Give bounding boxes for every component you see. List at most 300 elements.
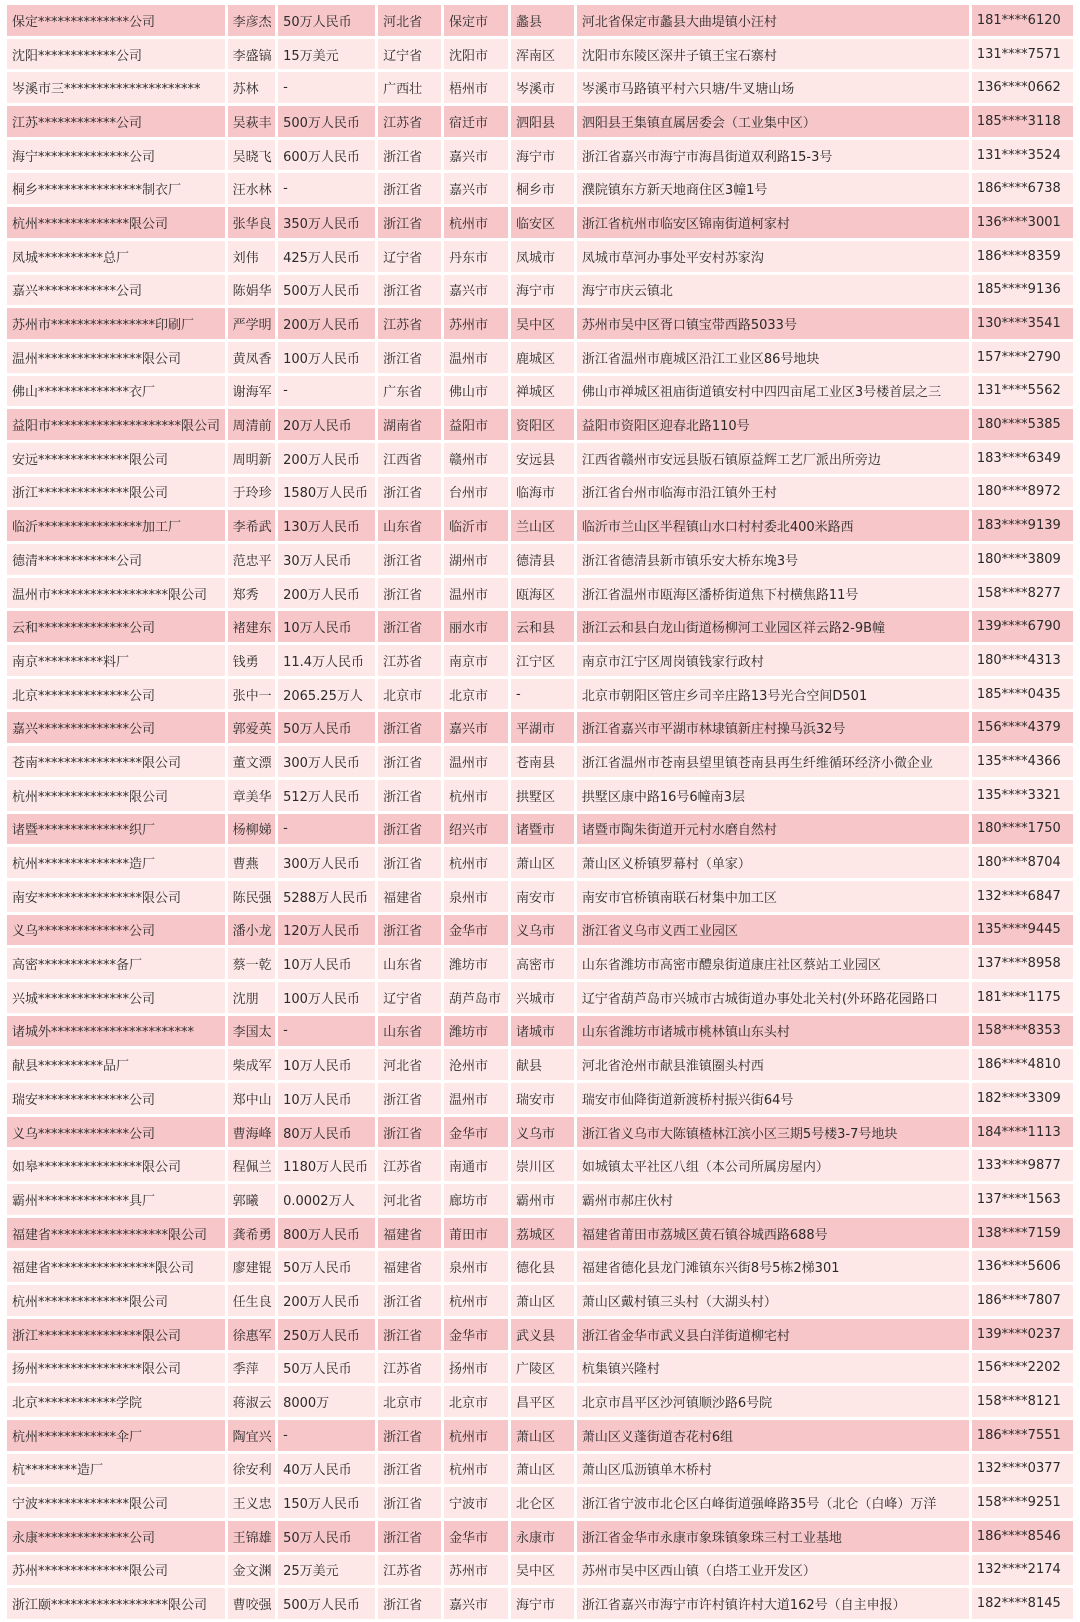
company-name-cell: 永康**************公司: [7, 1521, 225, 1552]
registered-capital-cell: 250万人民币: [278, 1319, 375, 1350]
phone-cell: 130****3541: [972, 308, 1073, 339]
legal-person-cell: 徐安利: [228, 1454, 275, 1485]
registered-capital-cell: 200万人民币: [278, 308, 375, 339]
table-row: [7, 1353, 1073, 1384]
company-name-cell: 北京**************公司: [7, 679, 225, 710]
province-cell: 浙江省: [378, 544, 441, 575]
company-name-cell: 杭州************伞厂: [7, 1420, 225, 1451]
city-cell: 金华市: [444, 1319, 508, 1350]
registered-capital-cell: 100万人民币: [278, 342, 375, 373]
legal-person-cell: 章美华: [228, 780, 275, 811]
registered-capital-cell: 25万美元: [278, 1555, 375, 1586]
address-cell: 临沂市兰山区半程镇山水口村村委北400米路西: [577, 510, 969, 541]
district-cell: 高密市: [511, 948, 574, 979]
registered-capital-cell: 300万人民币: [278, 746, 375, 777]
company-name-cell: 沈阳************公司: [7, 39, 225, 70]
district-cell: 义乌市: [511, 1117, 574, 1148]
registered-capital-cell: 2065.25万人: [278, 679, 375, 710]
phone-cell: 186****8359: [972, 241, 1073, 272]
legal-person-cell: 周清前: [228, 409, 275, 440]
province-cell: 河北省: [378, 1184, 441, 1215]
province-cell: 浙江省: [378, 1420, 441, 1451]
address-cell: 如城镇太平社区八组（本公司所属房屋内）: [577, 1150, 969, 1181]
phone-cell: 156****4379: [972, 712, 1073, 743]
province-cell: 浙江省: [378, 140, 441, 171]
table-row: [7, 611, 1073, 642]
table-row: [7, 510, 1073, 541]
district-cell: 吴中区: [511, 308, 574, 339]
company-name-cell: 杭********造厂: [7, 1454, 225, 1485]
province-cell: 福建省: [378, 1218, 441, 1249]
district-cell: 江宁区: [511, 645, 574, 676]
table-body: [7, 5, 1073, 1619]
phone-cell: 185****0435: [972, 679, 1073, 710]
registered-capital-cell: -: [278, 376, 375, 407]
address-cell: 山东省潍坊市诸城市桃林镇山东头村: [577, 1016, 969, 1047]
phone-cell: 137****1563: [972, 1184, 1073, 1215]
district-cell: 义乌市: [511, 915, 574, 946]
legal-person-cell: 柴成军: [228, 1049, 275, 1080]
registered-capital-cell: -: [278, 1016, 375, 1047]
legal-person-cell: 黄凤香: [228, 342, 275, 373]
province-cell: 北京市: [378, 1386, 441, 1417]
legal-person-cell: 刘伟: [228, 241, 275, 272]
table-row: [7, 477, 1073, 508]
phone-cell: 182****8145: [972, 1588, 1073, 1619]
legal-person-cell: 陶宜兴: [228, 1420, 275, 1451]
city-cell: 杭州市: [444, 780, 508, 811]
city-cell: 温州市: [444, 342, 508, 373]
registered-capital-cell: 8000万: [278, 1386, 375, 1417]
city-cell: 临沂市: [444, 510, 508, 541]
province-cell: 浙江省: [378, 275, 441, 306]
address-cell: 佛山市禅城区祖庙街道镇安村中四四亩尾工业区3号楼首层之三: [577, 376, 969, 407]
table-row: [7, 376, 1073, 407]
registered-capital-cell: 200万人民币: [278, 578, 375, 609]
province-cell: 浙江省: [378, 1588, 441, 1619]
table-row: [7, 72, 1073, 103]
legal-person-cell: 蒋淑云: [228, 1386, 275, 1417]
company-name-cell: 杭州**************造厂: [7, 847, 225, 878]
phone-cell: 131****3524: [972, 140, 1073, 171]
legal-person-cell: 龚希勇: [228, 1218, 275, 1249]
phone-cell: 136****0662: [972, 72, 1073, 103]
city-cell: 杭州市: [444, 207, 508, 238]
district-cell: 永康市: [511, 1521, 574, 1552]
registered-capital-cell: 50万人民币: [278, 1251, 375, 1282]
legal-person-cell: 郭曦: [228, 1184, 275, 1215]
legal-person-cell: 李盛镐: [228, 39, 275, 70]
district-cell: 萧山区: [511, 847, 574, 878]
table-row: [7, 5, 1073, 36]
district-cell: 献县: [511, 1049, 574, 1080]
district-cell: 兴城市: [511, 982, 574, 1013]
phone-cell: 181****1175: [972, 982, 1073, 1013]
phone-cell: 184****1113: [972, 1117, 1073, 1148]
company-name-cell: 温州****************限公司: [7, 342, 225, 373]
phone-cell: 138****7159: [972, 1218, 1073, 1249]
legal-person-cell: 郭爱英: [228, 712, 275, 743]
legal-person-cell: 蔡一乾: [228, 948, 275, 979]
legal-person-cell: 潘小龙: [228, 915, 275, 946]
province-cell: 浙江省: [378, 1319, 441, 1350]
company-name-cell: 义乌**************公司: [7, 915, 225, 946]
city-cell: 嘉兴市: [444, 275, 508, 306]
province-cell: 山东省: [378, 510, 441, 541]
phone-cell: 139****0237: [972, 1319, 1073, 1350]
district-cell: 平湖市: [511, 712, 574, 743]
province-cell: 江苏省: [378, 1555, 441, 1586]
table-row: [7, 1117, 1073, 1148]
province-cell: 浙江省: [378, 814, 441, 845]
province-cell: 湖南省: [378, 409, 441, 440]
phone-cell: 158****8353: [972, 1016, 1073, 1047]
phone-cell: 186****8546: [972, 1521, 1073, 1552]
table-row: [7, 443, 1073, 474]
phone-cell: 158****8277: [972, 578, 1073, 609]
legal-person-cell: 郑秀: [228, 578, 275, 609]
phone-cell: 135****3321: [972, 780, 1073, 811]
address-cell: 霸州市郝庄伙村: [577, 1184, 969, 1215]
phone-cell: 185****3118: [972, 106, 1073, 137]
city-cell: 嘉兴市: [444, 712, 508, 743]
address-cell: 浙江省台州市临海市沿江镇外王村: [577, 477, 969, 508]
company-name-cell: 北京************学院: [7, 1386, 225, 1417]
phone-cell: 186****4810: [972, 1049, 1073, 1080]
city-cell: 潍坊市: [444, 1016, 508, 1047]
district-cell: 北仑区: [511, 1487, 574, 1518]
district-cell: 桐乡市: [511, 173, 574, 204]
company-name-cell: 如皋****************限公司: [7, 1150, 225, 1181]
registered-capital-cell: 1180万人民币: [278, 1150, 375, 1181]
phone-cell: 180****8704: [972, 847, 1073, 878]
province-cell: 广东省: [378, 376, 441, 407]
address-cell: 浙江省温州市瓯海区潘桥街道焦下村横焦路11号: [577, 578, 969, 609]
registered-capital-cell: 50万人民币: [278, 1521, 375, 1552]
table-row: [7, 1555, 1073, 1586]
district-cell: 武义县: [511, 1319, 574, 1350]
company-name-cell: 兴城**************公司: [7, 982, 225, 1013]
district-cell: 南安市: [511, 881, 574, 912]
table-row: [7, 847, 1073, 878]
company-name-cell: 诸城外**********************: [7, 1016, 225, 1047]
company-name-cell: 云和**************公司: [7, 611, 225, 642]
city-cell: 苏州市: [444, 1555, 508, 1586]
city-cell: 佛山市: [444, 376, 508, 407]
phone-cell: 156****2202: [972, 1353, 1073, 1384]
district-cell: 兰山区: [511, 510, 574, 541]
legal-person-cell: 于玲珍: [228, 477, 275, 508]
table-row: [7, 140, 1073, 171]
company-name-cell: 高密************备厂: [7, 948, 225, 979]
phone-cell: 157****2790: [972, 342, 1073, 373]
phone-cell: 180****8972: [972, 477, 1073, 508]
city-cell: 莆田市: [444, 1218, 508, 1249]
table-row: [7, 275, 1073, 306]
company-name-cell: 佛山**************衣厂: [7, 376, 225, 407]
legal-person-cell: 任生良: [228, 1285, 275, 1316]
province-cell: 浙江省: [378, 207, 441, 238]
registered-capital-cell: 5288万人民币: [278, 881, 375, 912]
table-row: [7, 342, 1073, 373]
address-cell: 河北省保定市蠡县大曲堤镇小汪村: [577, 5, 969, 36]
company-name-cell: 临沂****************加工厂: [7, 510, 225, 541]
records-table-container: [4, 2, 1076, 1618]
legal-person-cell: 陈娟华: [228, 275, 275, 306]
city-cell: 赣州市: [444, 443, 508, 474]
district-cell: 诸暨市: [511, 814, 574, 845]
table-row: [7, 679, 1073, 710]
address-cell: 浙江省温州市苍南县望里镇苍南县再生纤维循环经济小微企业: [577, 746, 969, 777]
phone-cell: 133****9877: [972, 1150, 1073, 1181]
district-cell: 萧山区: [511, 1420, 574, 1451]
city-cell: 嘉兴市: [444, 173, 508, 204]
company-name-cell: 江苏************公司: [7, 106, 225, 137]
registered-capital-cell: 150万人民币: [278, 1487, 375, 1518]
address-cell: 萧山区义蓬街道杏花村6组: [577, 1420, 969, 1451]
address-cell: 浙江省金华市武义县白洋街道柳宅村: [577, 1319, 969, 1350]
registered-capital-cell: 10万人民币: [278, 1049, 375, 1080]
address-cell: 浙江云和县白龙山街道杨柳河工业园区祥云路2-9B幢: [577, 611, 969, 642]
company-name-cell: 瑞安**************公司: [7, 1083, 225, 1114]
address-cell: 浙江省嘉兴市海宁市海昌街道双利路15-3号: [577, 140, 969, 171]
registered-capital-cell: 130万人民币: [278, 510, 375, 541]
district-cell: 禅城区: [511, 376, 574, 407]
city-cell: 泉州市: [444, 881, 508, 912]
district-cell: 昌平区: [511, 1386, 574, 1417]
province-cell: 辽宁省: [378, 39, 441, 70]
registered-capital-cell: -: [278, 814, 375, 845]
registered-capital-cell: 100万人民币: [278, 982, 375, 1013]
registered-capital-cell: 20万人民币: [278, 409, 375, 440]
address-cell: 浙江省杭州市临安区锦南街道柯家村: [577, 207, 969, 238]
legal-person-cell: 曹燕: [228, 847, 275, 878]
legal-person-cell: 张中一: [228, 679, 275, 710]
company-name-cell: 杭州**************限公司: [7, 1285, 225, 1316]
legal-person-cell: 李希武: [228, 510, 275, 541]
legal-person-cell: 季萍: [228, 1353, 275, 1384]
city-cell: 杭州市: [444, 1420, 508, 1451]
address-cell: 山东省潍坊市高密市醴泉街道康庄社区蔡站工业园区: [577, 948, 969, 979]
phone-cell: 183****9139: [972, 510, 1073, 541]
city-cell: 保定市: [444, 5, 508, 36]
phone-cell: 180****4313: [972, 645, 1073, 676]
district-cell: 泗阳县: [511, 106, 574, 137]
registered-capital-cell: 30万人民币: [278, 544, 375, 575]
city-cell: 温州市: [444, 578, 508, 609]
phone-cell: 182****3309: [972, 1083, 1073, 1114]
table-row: [7, 712, 1073, 743]
province-cell: 广西壮: [378, 72, 441, 103]
district-cell: 岑溪市: [511, 72, 574, 103]
registered-capital-cell: 80万人民币: [278, 1117, 375, 1148]
address-cell: 萧山区瓜沥镇单木桥村: [577, 1454, 969, 1485]
table-row: [7, 578, 1073, 609]
legal-person-cell: 廖建锟: [228, 1251, 275, 1282]
address-cell: 江西省赣州市安远县版石镇原益辉工艺厂派出所旁边: [577, 443, 969, 474]
address-cell: 浙江省嘉兴市海宁市许村镇许村大道162号（自主申报）: [577, 1588, 969, 1619]
legal-person-cell: 苏林: [228, 72, 275, 103]
city-cell: 扬州市: [444, 1353, 508, 1384]
legal-person-cell: 褚建东: [228, 611, 275, 642]
city-cell: 温州市: [444, 1083, 508, 1114]
table-row: [7, 1521, 1073, 1552]
legal-person-cell: 周明新: [228, 443, 275, 474]
province-cell: 浙江省: [378, 915, 441, 946]
city-cell: 嘉兴市: [444, 140, 508, 171]
company-name-cell: 诸暨**************织厂: [7, 814, 225, 845]
district-cell: 吴中区: [511, 1555, 574, 1586]
legal-person-cell: 汪水林: [228, 173, 275, 204]
legal-person-cell: 董文漂: [228, 746, 275, 777]
city-cell: 金华市: [444, 1521, 508, 1552]
table-row: [7, 780, 1073, 811]
phone-cell: 132****2174: [972, 1555, 1073, 1586]
province-cell: 浙江省: [378, 173, 441, 204]
district-cell: 浑南区: [511, 39, 574, 70]
registered-capital-cell: 0.0002万人: [278, 1184, 375, 1215]
table-row: [7, 1150, 1073, 1181]
phone-cell: 183****6349: [972, 443, 1073, 474]
province-cell: 北京市: [378, 679, 441, 710]
table-row: [7, 915, 1073, 946]
province-cell: 江苏省: [378, 645, 441, 676]
phone-cell: 131****7571: [972, 39, 1073, 70]
registered-capital-cell: 50万人民币: [278, 1353, 375, 1384]
registered-capital-cell: -: [278, 72, 375, 103]
table-row: [7, 1285, 1073, 1316]
table-row: [7, 1386, 1073, 1417]
company-name-cell: 浙江****************限公司: [7, 1319, 225, 1350]
address-cell: 浙江省温州市鹿城区沿江工业区86号地块: [577, 342, 969, 373]
district-cell: 瑞安市: [511, 1083, 574, 1114]
phone-cell: 132****6847: [972, 881, 1073, 912]
city-cell: 苏州市: [444, 308, 508, 339]
legal-person-cell: 吴晓飞: [228, 140, 275, 171]
registered-capital-cell: 300万人民币: [278, 847, 375, 878]
table-row: [7, 1083, 1073, 1114]
city-cell: 沧州市: [444, 1049, 508, 1080]
province-cell: 福建省: [378, 1251, 441, 1282]
phone-cell: 180****3809: [972, 544, 1073, 575]
legal-person-cell: 张华良: [228, 207, 275, 238]
registered-capital-cell: -: [278, 1420, 375, 1451]
district-cell: 临安区: [511, 207, 574, 238]
registered-capital-cell: 200万人民币: [278, 443, 375, 474]
province-cell: 辽宁省: [378, 241, 441, 272]
province-cell: 浙江省: [378, 1285, 441, 1316]
district-cell: 德化县: [511, 1251, 574, 1282]
company-name-cell: 南安****************限公司: [7, 881, 225, 912]
company-name-cell: 浙江颐******************限公司: [7, 1588, 225, 1619]
province-cell: 浙江省: [378, 746, 441, 777]
legal-person-cell: 严学明: [228, 308, 275, 339]
table-row: [7, 173, 1073, 204]
registered-capital-cell: 10万人民币: [278, 1083, 375, 1114]
province-cell: 河北省: [378, 5, 441, 36]
city-cell: 葫芦岛市: [444, 982, 508, 1013]
phone-cell: 186****6738: [972, 173, 1073, 204]
legal-person-cell: 郑中山: [228, 1083, 275, 1114]
legal-person-cell: 王锦雄: [228, 1521, 275, 1552]
legal-person-cell: 吴萩丰: [228, 106, 275, 137]
company-name-cell: 宁波**************限公司: [7, 1487, 225, 1518]
district-cell: 广陵区: [511, 1353, 574, 1384]
city-cell: 宿迁市: [444, 106, 508, 137]
legal-person-cell: 曹海峰: [228, 1117, 275, 1148]
table-row: [7, 948, 1073, 979]
city-cell: 宁波市: [444, 1487, 508, 1518]
company-name-cell: 义乌**************公司: [7, 1117, 225, 1148]
district-cell: 海宁市: [511, 275, 574, 306]
legal-person-cell: 李彦杰: [228, 5, 275, 36]
table-row: [7, 106, 1073, 137]
company-name-cell: 安远**************限公司: [7, 443, 225, 474]
district-cell: 萧山区: [511, 1285, 574, 1316]
company-name-cell: 浙江**************限公司: [7, 477, 225, 508]
company-name-cell: 益阳市********************限公司: [7, 409, 225, 440]
district-cell: 鹿城区: [511, 342, 574, 373]
city-cell: 梧州市: [444, 72, 508, 103]
phone-cell: 186****7807: [972, 1285, 1073, 1316]
legal-person-cell: 程佩兰: [228, 1150, 275, 1181]
district-cell: 崇川区: [511, 1150, 574, 1181]
company-name-cell: 嘉兴**************公司: [7, 712, 225, 743]
registered-capital-cell: 40万人民币: [278, 1454, 375, 1485]
address-cell: 北京市昌平区沙河镇顺沙路6号院: [577, 1386, 969, 1417]
phone-cell: 180****1750: [972, 814, 1073, 845]
city-cell: 杭州市: [444, 847, 508, 878]
company-name-cell: 福建省******************限公司: [7, 1218, 225, 1249]
province-cell: 浙江省: [378, 578, 441, 609]
company-name-cell: 嘉兴************公司: [7, 275, 225, 306]
address-cell: 诸暨市陶朱街道开元村水磨自然村: [577, 814, 969, 845]
city-cell: 杭州市: [444, 1454, 508, 1485]
table-row: [7, 1016, 1073, 1047]
city-cell: 北京市: [444, 679, 508, 710]
company-name-cell: 苍南****************限公司: [7, 746, 225, 777]
company-name-cell: 海宁**************公司: [7, 140, 225, 171]
registered-capital-cell: 11.4万人民币: [278, 645, 375, 676]
district-cell: 资阳区: [511, 409, 574, 440]
city-cell: 杭州市: [444, 1285, 508, 1316]
district-cell: 苍南县: [511, 746, 574, 777]
province-cell: 浙江省: [378, 477, 441, 508]
city-cell: 南通市: [444, 1150, 508, 1181]
company-name-cell: 桐乡****************制衣厂: [7, 173, 225, 204]
phone-cell: 185****9136: [972, 275, 1073, 306]
table-row: [7, 1218, 1073, 1249]
registered-capital-cell: -: [278, 173, 375, 204]
registered-capital-cell: 120万人民币: [278, 915, 375, 946]
district-cell: 德清县: [511, 544, 574, 575]
address-cell: 河北省沧州市献县淮镇圈头村西: [577, 1049, 969, 1080]
city-cell: 温州市: [444, 746, 508, 777]
table-row: [7, 1184, 1073, 1215]
table-row: [7, 1319, 1073, 1350]
address-cell: 泗阳县王集镇直属居委会（工业集中区）: [577, 106, 969, 137]
province-cell: 浙江省: [378, 847, 441, 878]
address-cell: 杭集镇兴隆村: [577, 1353, 969, 1384]
district-cell: 安远县: [511, 443, 574, 474]
registered-capital-cell: 15万美元: [278, 39, 375, 70]
city-cell: 绍兴市: [444, 814, 508, 845]
province-cell: 江苏省: [378, 1353, 441, 1384]
phone-cell: 158****8121: [972, 1386, 1073, 1417]
city-cell: 嘉兴市: [444, 1588, 508, 1619]
district-cell: 海宁市: [511, 140, 574, 171]
registered-capital-cell: 10万人民币: [278, 611, 375, 642]
